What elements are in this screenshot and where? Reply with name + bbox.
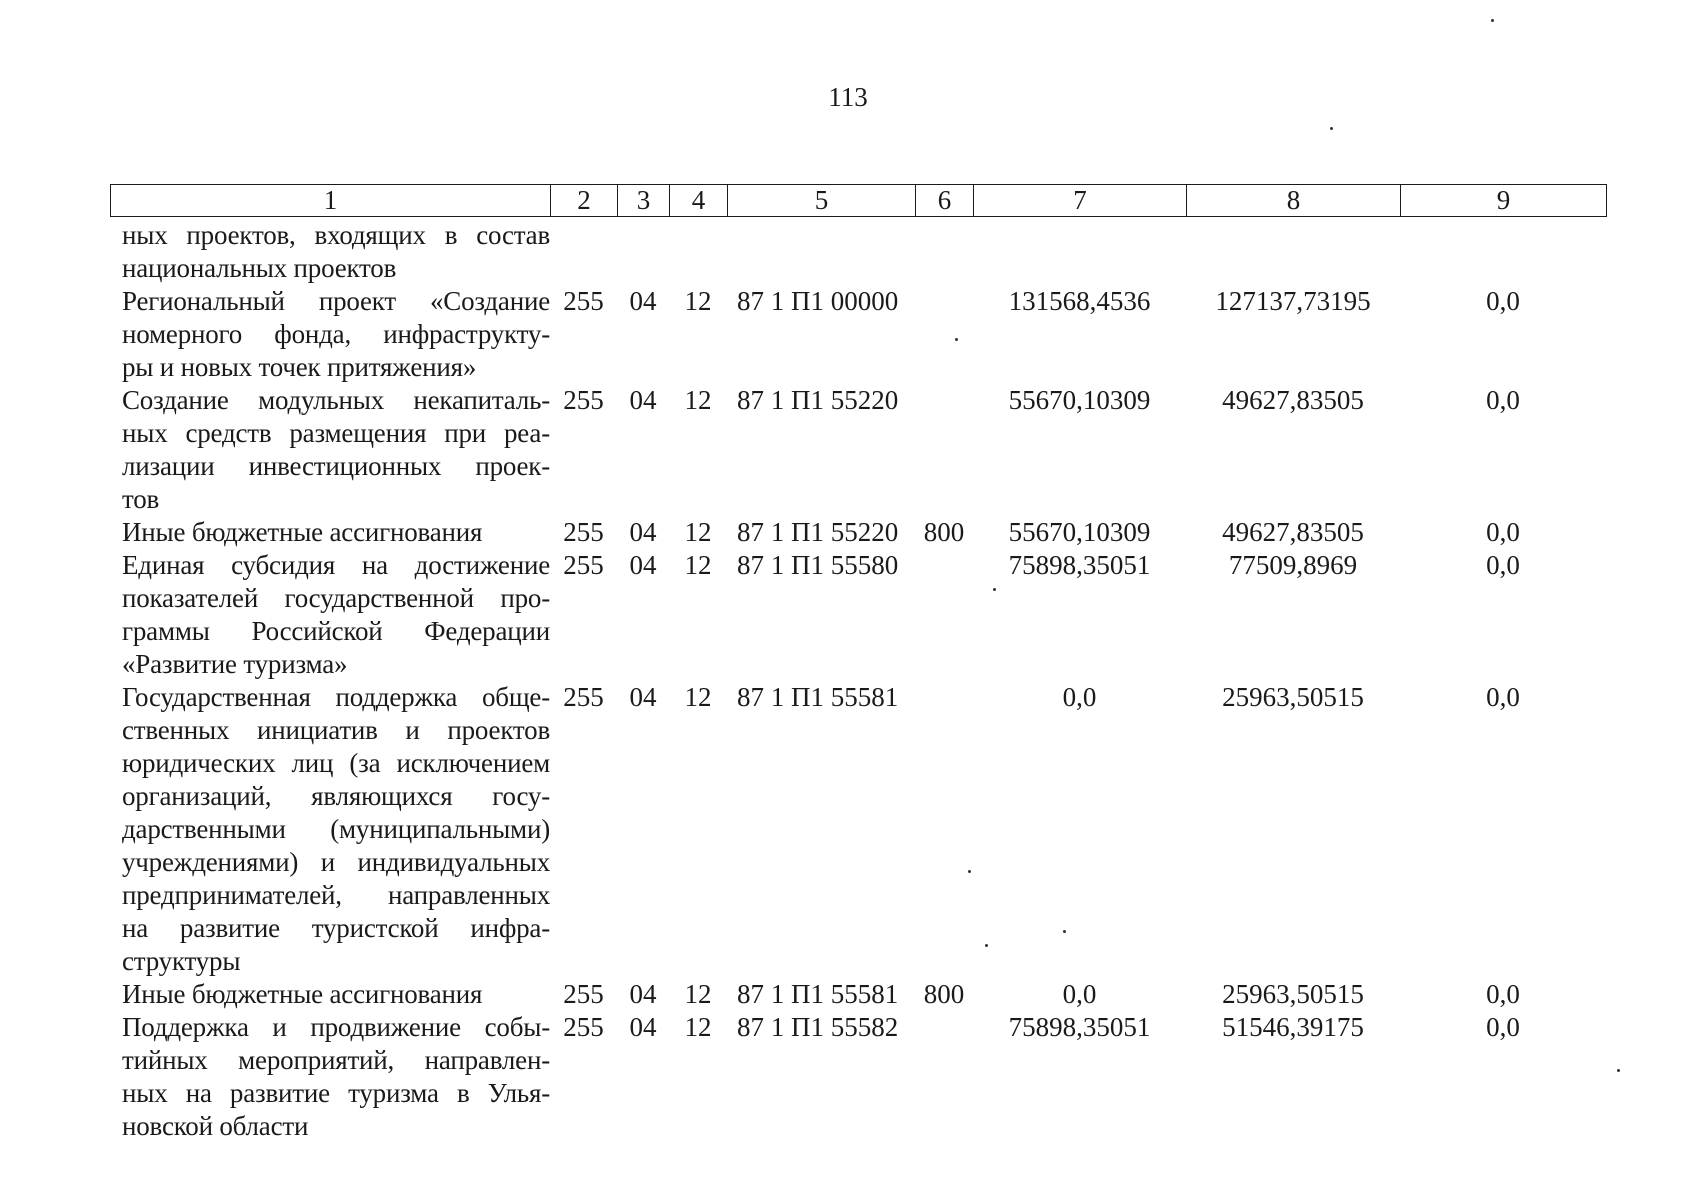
scan-speck (1617, 1069, 1620, 1072)
column-header-7: 7 (974, 185, 1187, 217)
amount-col9-cell: 0,0 (1486, 385, 1520, 415)
section-code-cell: 04 (629, 286, 657, 316)
admin-code-cell: 255 (563, 1012, 604, 1042)
column-header-1: 1 (111, 185, 551, 217)
admin-code-cell: 255 (563, 682, 604, 712)
table-row (110, 384, 1606, 516)
row-name-line: тийных мероприятий, направлен- (122, 1045, 550, 1075)
column-header-4: 4 (670, 185, 728, 217)
section-code-cell: 04 (629, 550, 657, 580)
row-name-cell (110, 285, 550, 384)
subsection-code-cell: 12 (684, 682, 712, 712)
subsection-code-cell: 12 (684, 979, 712, 1009)
amount-col9-cell: 0,0 (1486, 979, 1520, 1009)
subsection-code-cell: 12 (684, 517, 712, 547)
amount-col7-cell: 0,0 (1062, 979, 1097, 1009)
admin-code-cell: 255 (563, 517, 604, 547)
row-name-line: ных на развитие туризма в Улья- (122, 1078, 550, 1108)
row-name-line: Иные бюджетные ассигнования (122, 979, 483, 1009)
page-number: 113 (828, 82, 868, 112)
row-name-line: организаций, являющихся госу- (122, 781, 550, 811)
scan-speck (993, 588, 996, 591)
row-name-line: показателей государственной про- (122, 583, 550, 613)
table-row (110, 285, 1606, 384)
row-name-line: дарственными (муниципальными) (122, 814, 550, 844)
target-article-cell: 87 1 П1 00000 (737, 286, 899, 316)
column-header-3: 3 (618, 185, 670, 217)
table-row (110, 219, 1606, 285)
amount-col7-cell: 0,0 (1062, 682, 1097, 712)
row-name-line: на развитие туристской инфра- (122, 913, 550, 943)
row-name-cell (110, 219, 550, 285)
amount-col8-cell: 127137,73195 (1215, 286, 1371, 316)
section-code-cell: 04 (629, 517, 657, 547)
row-name-cell (110, 516, 550, 549)
admin-code-cell: 255 (563, 385, 604, 415)
row-name-line: номерного фонда, инфраструкту- (122, 319, 550, 349)
admin-code-cell: 255 (563, 286, 604, 316)
scan-speck (985, 944, 988, 947)
row-name-line: ры и новых точек притяжения» (122, 352, 477, 382)
column-header-2: 2 (551, 185, 618, 217)
row-name-line: Государственная поддержка обще- (122, 682, 550, 712)
row-name-line: тов (122, 484, 160, 514)
amount-col9-cell: 0,0 (1486, 550, 1520, 580)
row-name-line: Единая субсидия на достижение (122, 550, 550, 580)
target-article-cell: 87 1 П1 55581 (737, 682, 899, 712)
row-name-cell (110, 549, 550, 681)
amount-col7-cell: 55670,10309 (1008, 517, 1151, 547)
table-row (110, 1011, 1606, 1143)
subsection-code-cell: 12 (684, 385, 712, 415)
table-row (110, 516, 1606, 549)
row-name-line: Региональный проект «Создание (122, 286, 550, 316)
target-article-cell: 87 1 П1 55220 (737, 385, 899, 415)
expense-type-cell: 800 (923, 979, 965, 1009)
admin-code-cell: 255 (563, 979, 604, 1009)
row-name-cell (110, 681, 550, 978)
row-name-line: ственных инициатив и проектов (122, 715, 550, 745)
row-name-line: национальных проектов (122, 253, 397, 283)
amount-col7-cell: 75898,35051 (1008, 1012, 1151, 1042)
section-code-cell: 04 (629, 1012, 657, 1042)
table-row (110, 549, 1606, 681)
subsection-code-cell: 12 (684, 1012, 712, 1042)
subsection-code-cell: 12 (684, 550, 712, 580)
subsection-code-cell: 12 (684, 286, 712, 316)
row-name-line: ных средств размещения при реа- (122, 418, 550, 448)
row-name-line: Создание модульных некапиталь- (122, 385, 550, 415)
row-name-line: структуры (122, 946, 241, 976)
column-header-8: 8 (1187, 185, 1401, 217)
expense-type-cell: 800 (923, 517, 965, 547)
row-name-line: юридических лиц (за исключением (122, 748, 550, 778)
amount-col9-cell: 0,0 (1486, 286, 1520, 316)
target-article-cell: 87 1 П1 55220 (737, 517, 899, 547)
row-name-line: граммы Российской Федерации (122, 616, 550, 646)
scan-speck (955, 338, 958, 341)
section-code-cell: 04 (629, 385, 657, 415)
row-name-line: Иные бюджетные ассигнования (122, 517, 483, 547)
row-name-line: новской области (122, 1111, 309, 1141)
section-code-cell: 04 (629, 979, 657, 1009)
column-header-table (110, 184, 1607, 217)
column-header-5: 5 (728, 185, 916, 217)
row-name-line: учреждениями) и индивидуальных (122, 847, 550, 877)
column-header-6: 6 (916, 185, 974, 217)
table-row (110, 681, 1606, 978)
amount-col8-cell: 25963,50515 (1222, 682, 1364, 712)
target-article-cell: 87 1 П1 55582 (737, 1012, 899, 1042)
amount-col7-cell: 55670,10309 (1008, 385, 1151, 415)
column-header-row (111, 185, 1607, 217)
scan-speck (1491, 19, 1494, 22)
amount-col8-cell: 25963,50515 (1222, 979, 1364, 1009)
amount-col8-cell: 49627,83505 (1222, 517, 1364, 547)
amount-col9-cell: 0,0 (1486, 517, 1520, 547)
admin-code-cell: 255 (563, 550, 604, 580)
column-header-9: 9 (1401, 185, 1607, 217)
amount-col9-cell: 0,0 (1486, 1012, 1520, 1042)
row-name-line: лизации инвестиционных проек- (122, 451, 550, 481)
row-name-cell (110, 978, 550, 1011)
table-row (110, 978, 1606, 1011)
row-name-line: ных проектов, входящих в состав (122, 220, 550, 250)
amount-col8-cell: 51546,39175 (1222, 1012, 1364, 1042)
target-article-cell: 87 1 П1 55581 (737, 979, 899, 1009)
row-name-cell (110, 384, 550, 516)
amount-col7-cell: 131568,4536 (1008, 286, 1151, 316)
row-name-line: «Развитие туризма» (122, 649, 348, 679)
row-name-cell (110, 1011, 550, 1143)
scan-speck (968, 870, 971, 873)
row-name-line: Поддержка и продвижение собы- (122, 1012, 550, 1042)
target-article-cell: 87 1 П1 55580 (737, 550, 899, 580)
amount-col8-cell: 49627,83505 (1222, 385, 1364, 415)
scan-speck (1330, 127, 1333, 130)
row-name-line: предпринимателей, направленных (122, 880, 550, 910)
scan-speck (1063, 930, 1066, 933)
amount-col8-cell: 77509,8969 (1228, 550, 1358, 580)
amount-col9-cell: 0,0 (1486, 682, 1520, 712)
amount-col7-cell: 75898,35051 (1008, 550, 1151, 580)
section-code-cell: 04 (629, 682, 657, 712)
budget-table-body (110, 219, 1606, 1143)
